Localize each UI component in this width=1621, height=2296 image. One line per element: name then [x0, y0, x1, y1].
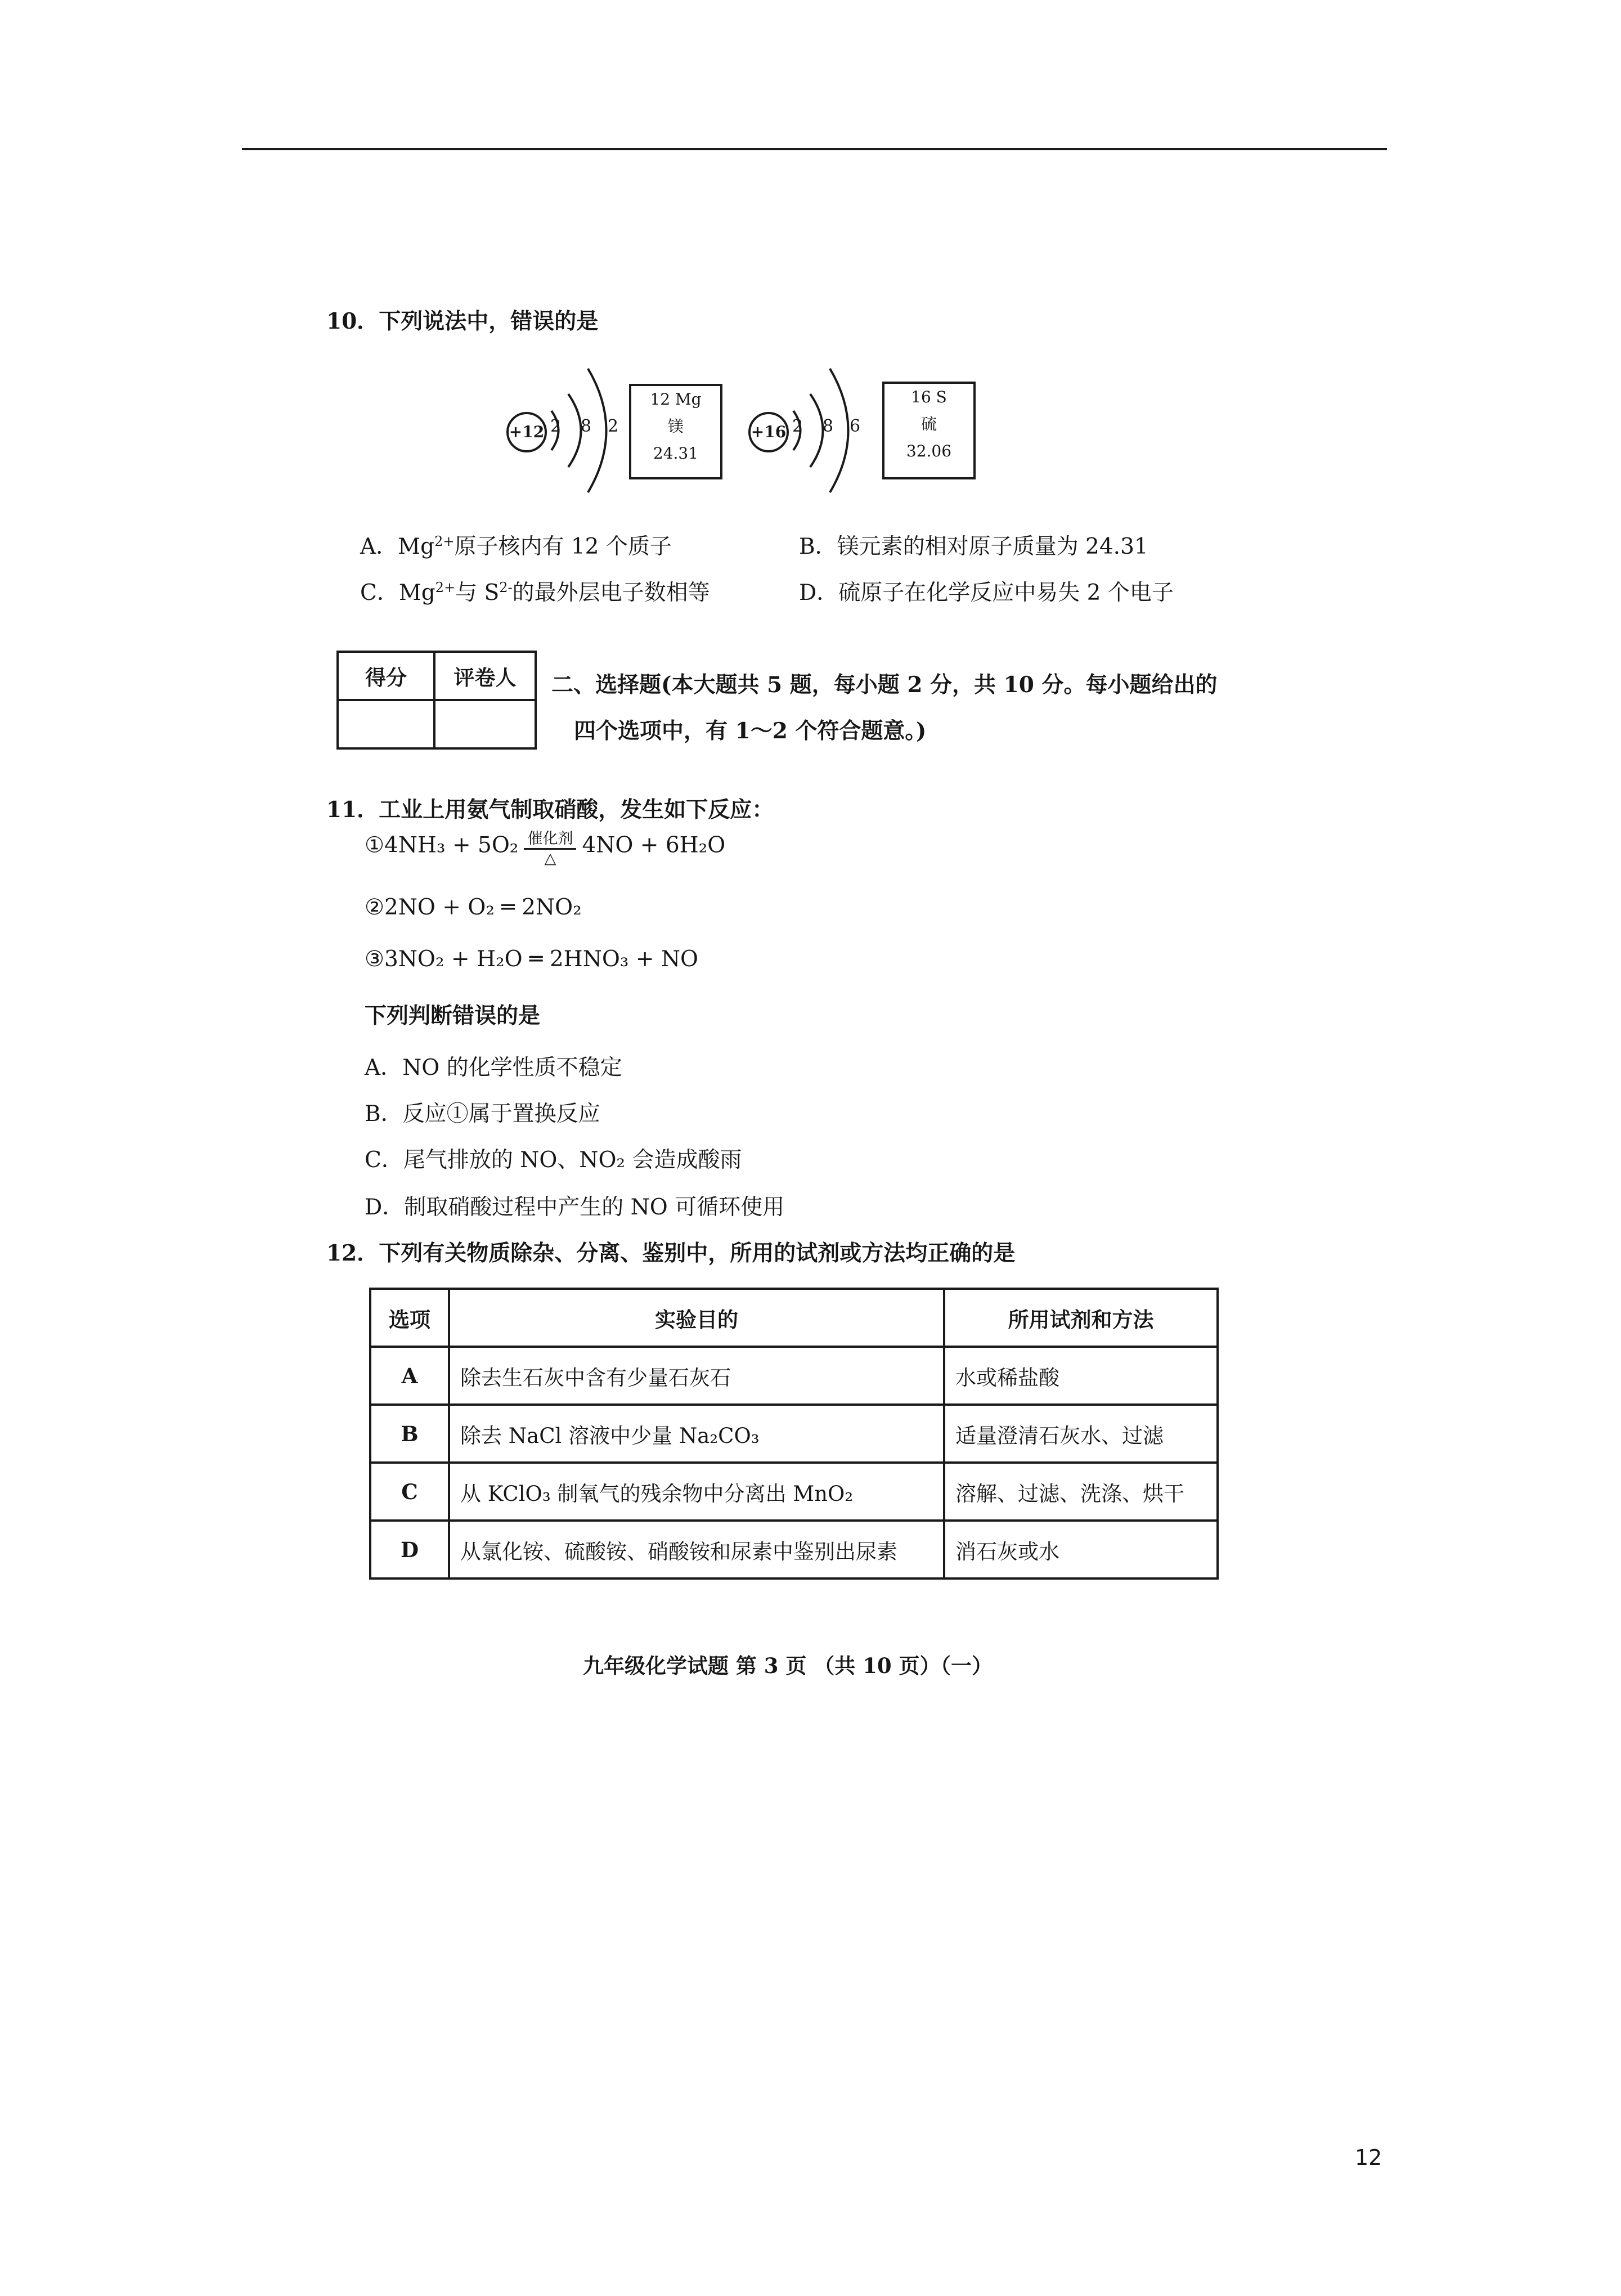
- row-c-purpose: 从 KClO₃ 制氧气的残余物中分离出 MnO₂: [449, 1463, 944, 1521]
- row-c-option: C: [370, 1463, 449, 1521]
- mg-element-cell: [629, 384, 722, 479]
- mg-shell-1: 2: [550, 416, 562, 436]
- mg-name: 镁: [667, 417, 684, 436]
- row-b-option: B: [370, 1405, 449, 1463]
- grader-label: 评卷人: [434, 652, 536, 700]
- s-shell-2: 8: [823, 416, 834, 436]
- s-shell-3: 6: [850, 416, 861, 436]
- s-shell-1: 2: [792, 416, 803, 436]
- row-b-purpose: 除去 NaCl 溶液中少量 Na₂CO₃: [449, 1405, 944, 1463]
- q11-stem: 11．工业上用氨气制取硝酸，发生如下反应：: [326, 797, 774, 823]
- q10-stem: 10．下列说法中，错误的是: [326, 308, 599, 334]
- row-c-method: 溶解、过滤、洗涤、烘干: [944, 1463, 1218, 1521]
- table-row: [370, 1405, 1218, 1463]
- atom-diagrams: [495, 349, 979, 495]
- score-cell: [338, 700, 434, 748]
- s-num-symbol: 16 S: [911, 388, 947, 406]
- header-purpose: 实验目的: [449, 1289, 944, 1347]
- q11-option-a: A．NO 的化学性质不稳定: [365, 1055, 622, 1080]
- mg-num-symbol: 12 Mg: [650, 390, 702, 409]
- table-row: [370, 1347, 1218, 1405]
- section2-line2: 四个选项中，有 1～2 个符合题意。): [574, 718, 927, 744]
- q10-option-b: B．镁元素的相对原子质量为 24.31: [799, 534, 1148, 559]
- grader-cell: [434, 700, 536, 748]
- header-rule: [242, 148, 1387, 150]
- header-method: 所用试剂和方法: [944, 1289, 1218, 1347]
- q11-prompt: 下列判断错误的是: [365, 1003, 541, 1029]
- s-nucleus: +16: [748, 412, 789, 452]
- q10-option-d: D．硫原子在化学反应中易失 2 个电子: [799, 580, 1174, 606]
- mg-mass: 24.31: [653, 444, 699, 463]
- q11-reaction-1: ①4NH₃ + 5O₂ $\frac{\text{催化剂}}{\triangle}$ 4NO + 6H₂O: [365, 826, 725, 867]
- row-d-method: 消石灰或水: [944, 1521, 1218, 1578]
- q11-reaction-2: ②2NO + O₂ ═ 2NO₂: [365, 895, 582, 920]
- s-name: 硫: [920, 415, 937, 433]
- q11-reaction-3: ③3NO₂ + H₂O ═ 2HNO₃ + NO: [365, 947, 698, 972]
- header-option: 选项: [370, 1289, 449, 1347]
- q12-table: [369, 1288, 1219, 1580]
- page-number: 12: [1355, 2145, 1382, 2170]
- row-d-purpose: 从氯化铵、硫酸铵、硝酸铵和尿素中鉴别出尿素: [449, 1521, 944, 1578]
- q11-option-d: D．制取硝酸过程中产生的 NO 可循环使用: [365, 1195, 785, 1220]
- table-header-row: [370, 1289, 1218, 1347]
- row-b-method: 适量澄清石灰水、过滤: [944, 1405, 1218, 1463]
- q12-stem: 12．下列有关物质除杂、分离、鉴别中，所用的试剂或方法均正确的是: [326, 1240, 1016, 1266]
- score-label: 得分: [338, 652, 434, 700]
- q10-option-a: A．$Mg^{2+}$原子核内有 12 个质子: [360, 533, 672, 559]
- table-row: [370, 1463, 1218, 1521]
- q11-option-b: B．反应①属于置换反应: [365, 1101, 600, 1127]
- q11-option-c: C．尾气排放的 NO、NO₂ 会造成酸雨: [365, 1147, 742, 1173]
- row-a-purpose: 除去生石灰中含有少量石灰石: [449, 1347, 944, 1405]
- score-table: [336, 651, 537, 750]
- mg-shell-2: 8: [581, 416, 592, 436]
- mg-shell-3: 2: [608, 416, 619, 436]
- table-row: [370, 1521, 1218, 1578]
- s-element-cell: [882, 382, 976, 479]
- page-footer: 九年级化学试题 第 3 页 （共 10 页）（一）: [583, 1653, 993, 1678]
- row-a-option: A: [370, 1347, 449, 1405]
- q10-option-c: C．$Mg^{2+}$与 $S^{2-}$的最外层电子数相等: [360, 580, 710, 606]
- row-a-method: 水或稀盐酸: [944, 1347, 1218, 1405]
- section2-line1: 二、选择题(本大题共 5 题，每小题 2 分，共 10 分。每小题给出的: [551, 672, 1218, 698]
- row-d-option: D: [370, 1521, 449, 1578]
- mg-nucleus: +12: [506, 412, 547, 452]
- s-mass: 32.06: [906, 442, 952, 460]
